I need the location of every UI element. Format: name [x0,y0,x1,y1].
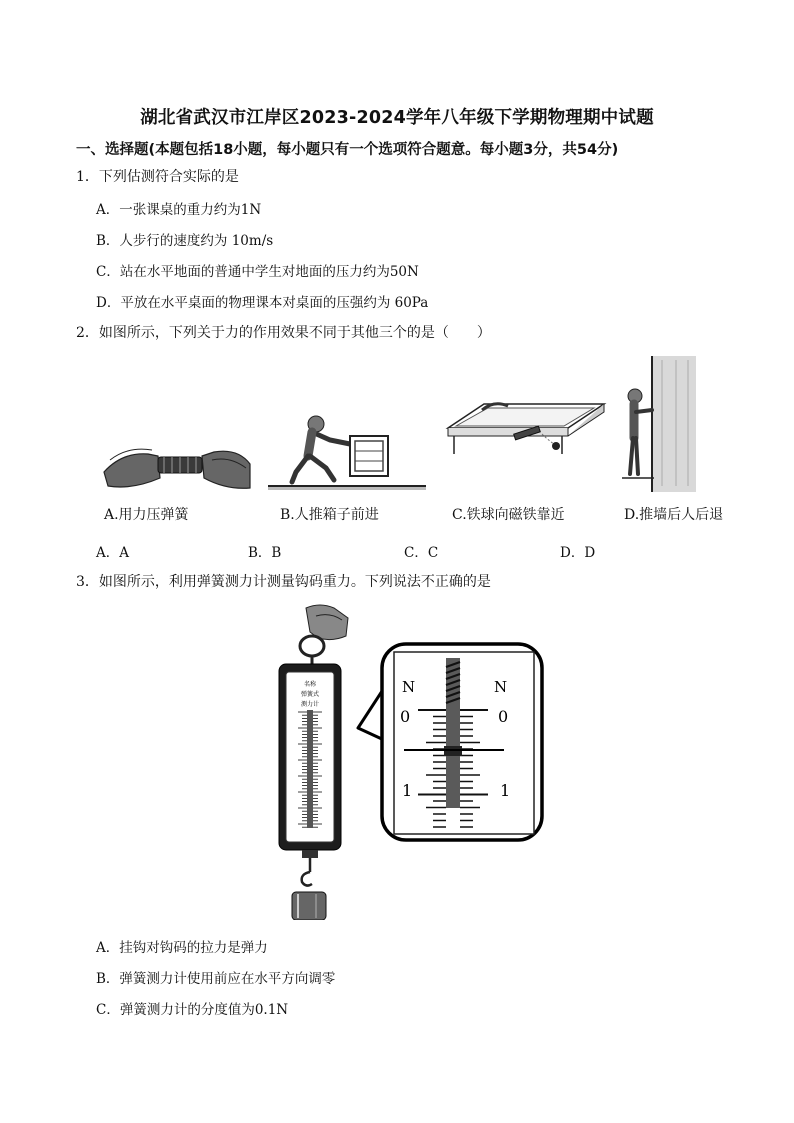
figure-caption-b: B.人推箱子前进 [280,507,379,523]
zero-label-left: 0 [400,707,411,726]
question-3-option-b: B．弹簧测力计使用前应在水平方向调零 [96,971,336,987]
question-2-option-a: A．A [96,545,129,561]
figure-caption-c: C.铁球向磁铁靠近 [452,507,565,523]
one-label-right: 1 [500,781,511,800]
figure-ball-magnet [444,398,608,468]
question-3-option-a: A．挂钩对钩码的拉力是弹力 [96,940,268,956]
figure-scale-magnified [354,640,546,844]
question-2-stem: 2．如图所示，下列关于力的作用效果不同于其他三个的是（ ） [76,325,491,341]
unit-label-right: N [494,678,508,696]
unit-label-left: N [402,678,416,696]
figure-spring-scale [276,602,352,920]
page-title: 湖北省武汉市江岸区2023-2024学年八年级下学期物理期中试题 [140,108,654,128]
meter-label-2: 测力计 [300,701,320,708]
figure-caption-d: D.推墙后人后退 [624,507,724,523]
figure-push-box [268,410,428,492]
meter-label-0: 名称 [303,681,317,688]
question-1-option-b: B．人步行的速度约为 10m/s [96,233,274,249]
question-1-option-d: D．平放在水平桌面的物理课本对桌面的压强约为 60Pa [96,295,429,311]
zero-label-right: 0 [498,707,509,726]
section-heading: 一、选择题(本题包括18小题，每小题只有一个选项符合题意。每小题3分，共54分) [76,142,619,158]
question-1-stem: 1．下列估测符合实际的是 [76,169,239,185]
figure-push-wall [622,356,696,492]
one-label-left: 1 [402,781,413,800]
question-3-stem: 3．如图所示，利用弹簧测力计测量钩码重力。下列说法不正确的是 [76,574,491,590]
question-1-option-a: A．一张课桌的重力约为1N [96,202,262,218]
figure-spring-press [102,430,252,496]
question-3-option-c: C．弹簧测力计的分度值为0.1N [96,1002,289,1018]
figure-caption-a: A.用力压弹簧 [104,507,189,523]
question-2-option-d: D．D [560,545,596,561]
question-1-option-c: C．站在水平地面的普通中学生对地面的压力约为50N [96,264,419,280]
question-2-option-b: B．B [248,545,282,561]
meter-label-1: 弹簧式 [300,691,320,698]
question-2-option-c: C．C [404,545,439,561]
